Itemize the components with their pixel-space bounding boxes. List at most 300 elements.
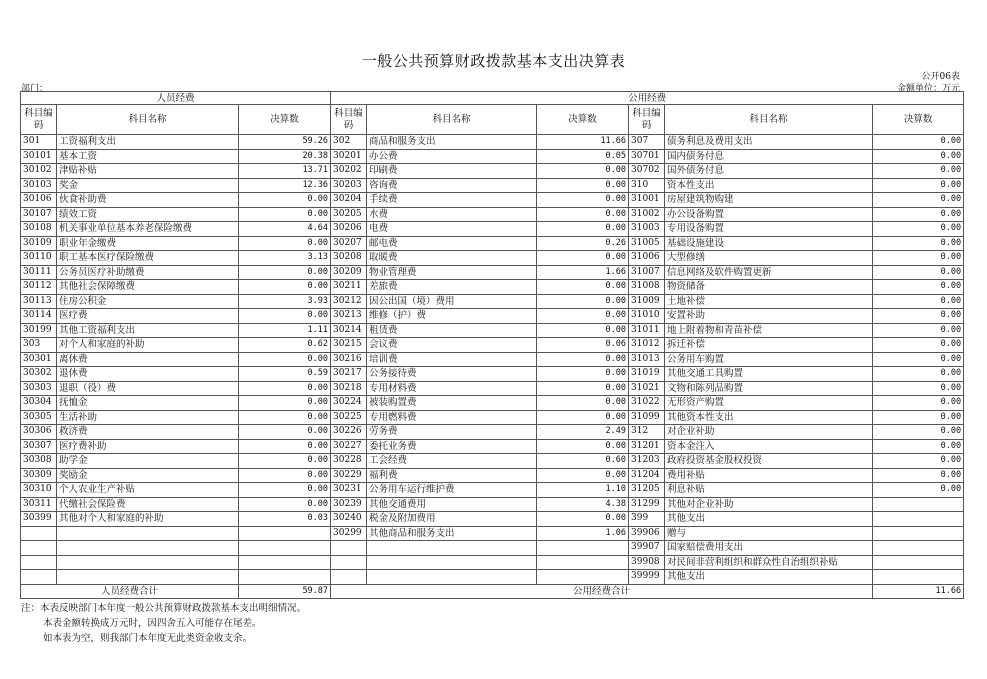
amount: [537, 555, 629, 570]
subject-name: 离休费: [57, 352, 239, 367]
amount: 0.05: [537, 149, 629, 164]
amount: 0.00: [239, 396, 331, 411]
subject-code: 30306: [21, 425, 57, 440]
amount: 0.00: [873, 367, 964, 382]
header-amount: 决算数: [537, 105, 629, 135]
amount: 2.49: [537, 425, 629, 440]
subject-name: [367, 555, 537, 570]
subject-code: 302: [331, 135, 367, 150]
subject-code: 31010: [629, 309, 665, 324]
amount: 0.00: [239, 425, 331, 440]
subject-code: 31012: [629, 338, 665, 353]
amount: [537, 541, 629, 556]
table-row: [21, 439, 964, 454]
amount: [537, 570, 629, 585]
subject-name: 专用设备购置: [665, 222, 873, 237]
subject-code: 30231: [331, 483, 367, 498]
subject-code: 31201: [629, 439, 665, 454]
subject-name: 印刷费: [367, 164, 537, 179]
amount: 0.00: [873, 236, 964, 251]
subject-code: 31203: [629, 454, 665, 469]
amount: 1.11: [239, 323, 331, 338]
subject-name: 福利费: [367, 468, 537, 483]
table-row: [21, 425, 964, 440]
amount: 0.00: [239, 439, 331, 454]
amount: 0.00: [873, 483, 964, 498]
subject-code: 307: [629, 135, 665, 150]
subject-code: 30108: [21, 222, 57, 237]
header-amount: 决算数: [239, 105, 331, 135]
amount: 1.06: [537, 526, 629, 541]
subject-name: 被装购置费: [367, 396, 537, 411]
subject-name: 退休费: [57, 367, 239, 382]
footnotes: [21, 601, 306, 646]
amount: 0.00: [239, 280, 331, 295]
amount: 0.00: [873, 222, 964, 237]
subject-code: 30216: [331, 352, 367, 367]
amount: 0.00: [239, 265, 331, 280]
subject-code: [331, 555, 367, 570]
subject-name: 委托业务费: [367, 439, 537, 454]
subject-name: 代缴社会保险费: [57, 497, 239, 512]
table-row: [21, 541, 964, 556]
amount: 0.00: [873, 425, 964, 440]
subject-code: 30111: [21, 265, 57, 280]
subject-code: 30106: [21, 193, 57, 208]
subject-name: 专用材料费: [367, 381, 537, 396]
subject-name: 工资福利支出: [57, 135, 239, 150]
subject-name: 伙食补助费: [57, 193, 239, 208]
subject-name: 国内债务付息: [665, 149, 873, 164]
table-row: [21, 236, 964, 251]
amount: 0.00: [873, 396, 964, 411]
amount: [873, 541, 964, 556]
amount: 0.00: [537, 251, 629, 266]
table-row: [21, 135, 964, 150]
amount: 0.00: [537, 323, 629, 338]
subject-code: 30103: [21, 178, 57, 193]
subject-code: 30218: [331, 381, 367, 396]
amount: 4.38: [537, 497, 629, 512]
amount: 0.00: [873, 352, 964, 367]
subject-name: 土地补偿: [665, 294, 873, 309]
amount: 0.00: [239, 454, 331, 469]
subject-name: 工会经费: [367, 454, 537, 469]
amount: 0.00: [537, 222, 629, 237]
subject-name: 公务用车购置: [665, 352, 873, 367]
subject-name: 因公出国（境）费用: [367, 294, 537, 309]
subject-code: 30203: [331, 178, 367, 193]
subject-name: 国家赔偿费用支出: [665, 541, 873, 556]
table-row: [21, 381, 964, 396]
subject-code: [331, 541, 367, 556]
amount: 0.62: [239, 338, 331, 353]
subject-name: 物资储备: [665, 280, 873, 295]
amount: 0.00: [537, 410, 629, 425]
subject-name: 住房公积金: [57, 294, 239, 309]
subject-code: 312: [629, 425, 665, 440]
amount: [873, 555, 964, 570]
personnel-total-label: 人员经费合计: [21, 584, 239, 599]
amount: 0.26: [537, 236, 629, 251]
amount: [873, 497, 964, 512]
subject-code: 30113: [21, 294, 57, 309]
amount: 0.00: [873, 410, 964, 425]
subject-name: 医疗费补助: [57, 439, 239, 454]
subject-code: 30227: [331, 439, 367, 454]
subject-name: 对民间非营利组织和群众性自治组织补贴: [665, 555, 873, 570]
subject-code: 31204: [629, 468, 665, 483]
subject-code: 31021: [629, 381, 665, 396]
amount: 0.00: [873, 381, 964, 396]
subject-code: 30207: [331, 236, 367, 251]
subject-name: 个人农业生产补贴: [57, 483, 239, 498]
header-amount: 决算数: [873, 105, 964, 135]
subject-code: 31005: [629, 236, 665, 251]
subject-code: 30213: [331, 309, 367, 324]
subject-code: 30204: [331, 193, 367, 208]
amount: 0.00: [873, 135, 964, 150]
amount: 0.00: [239, 410, 331, 425]
amount: [239, 541, 331, 556]
table-row: [21, 497, 964, 512]
subject-name: 专用燃料费: [367, 410, 537, 425]
subject-name: 电费: [367, 222, 537, 237]
subject-name: 安置补助: [665, 309, 873, 324]
subject-code: 30206: [331, 222, 367, 237]
header-code: 科目编码: [21, 105, 57, 135]
amount: 0.00: [537, 309, 629, 324]
subject-name: 医疗费: [57, 309, 239, 324]
subject-code: 30304: [21, 396, 57, 411]
amount: 0.00: [873, 193, 964, 208]
subject-name: 水费: [367, 207, 537, 222]
subject-code: 30310: [21, 483, 57, 498]
subject-name: [367, 541, 537, 556]
subject-code: 30199: [21, 323, 57, 338]
subject-code: 30110: [21, 251, 57, 266]
amount: 0.00: [873, 280, 964, 295]
subject-code: 30305: [21, 410, 57, 425]
amount: 0.00: [537, 178, 629, 193]
subject-name: 奖励金: [57, 468, 239, 483]
subject-code: 30307: [21, 439, 57, 454]
subject-name: 其他社会保障缴费: [57, 280, 239, 295]
subject-name: 公务用车运行维护费: [367, 483, 537, 498]
subject-code: 30109: [21, 236, 57, 251]
subject-name: 拆迁补偿: [665, 338, 873, 353]
subject-name: 对个人和家庭的补助: [57, 338, 239, 353]
subject-name: 债务利息及费用支出: [665, 135, 873, 150]
subject-code: 39999: [629, 570, 665, 585]
amount: 0.59: [239, 367, 331, 382]
subject-name: 其他交通工具购置: [665, 367, 873, 382]
subject-name: 其他对个人和家庭的补助: [57, 512, 239, 527]
subject-code: 31009: [629, 294, 665, 309]
amount: 0.00: [873, 338, 964, 353]
department-label: 部门：: [21, 84, 49, 94]
subject-name: 其他对企业补助: [665, 497, 873, 512]
subject-code: 30215: [331, 338, 367, 353]
subject-code: [21, 526, 57, 541]
amount: 0.00: [537, 439, 629, 454]
amount: 0.06: [537, 338, 629, 353]
subject-code: 30107: [21, 207, 57, 222]
subject-code: 30228: [331, 454, 367, 469]
subject-name: 基本工资: [57, 149, 239, 164]
group-personnel: 人员经费: [21, 92, 331, 105]
note-line: 注：本表反映部门本年度一般公共预算财政拨款基本支出明细情况。: [21, 603, 307, 614]
subject-name: 无形资产购置: [665, 396, 873, 411]
subject-name: 手续费: [367, 193, 537, 208]
subject-name: [367, 570, 537, 585]
amount: 0.00: [537, 280, 629, 295]
amount: 4.64: [239, 222, 331, 237]
subject-name: 费用补贴: [665, 468, 873, 483]
subject-code: [21, 541, 57, 556]
table-row: [21, 265, 964, 280]
amount: 0.00: [537, 207, 629, 222]
subject-name: 地上附着物和青苗补偿: [665, 323, 873, 338]
amount: 0.00: [873, 178, 964, 193]
table-row: [21, 526, 964, 541]
subject-code: 30701: [629, 149, 665, 164]
subject-name: 会议费: [367, 338, 537, 353]
subject-name: 其他工资福利支出: [57, 323, 239, 338]
table-row: [21, 555, 964, 570]
amount: [239, 555, 331, 570]
subject-name: 培训费: [367, 352, 537, 367]
subject-code: 31002: [629, 207, 665, 222]
subject-name: 其他支出: [665, 570, 873, 585]
table-row: [21, 309, 964, 324]
subject-name: 津贴补贴: [57, 164, 239, 179]
amount: [873, 570, 964, 585]
subject-name: 商品和服务支出: [367, 135, 537, 150]
subject-name: 咨询费: [367, 178, 537, 193]
amount: 0.00: [239, 468, 331, 483]
amount: 0.00: [873, 439, 964, 454]
amount: 0.00: [537, 381, 629, 396]
table-row: [21, 570, 964, 585]
amount: 0.00: [873, 164, 964, 179]
subject-code: 31003: [629, 222, 665, 237]
group-public: 公用经费: [331, 92, 964, 105]
header-code: 科目编码: [331, 105, 367, 135]
amount: 0.00: [239, 207, 331, 222]
subject-code: 30224: [331, 396, 367, 411]
amount: [873, 512, 964, 527]
subject-code: 30202: [331, 164, 367, 179]
subject-code: 303: [21, 338, 57, 353]
note-line: 本表金额转换成万元时，因四舍五入可能存在尾差。: [43, 618, 262, 629]
amount: 0.00: [537, 367, 629, 382]
subject-name: 生活补助: [57, 410, 239, 425]
amount: 0.00: [537, 294, 629, 309]
subject-code: 31013: [629, 352, 665, 367]
subject-code: 30208: [331, 251, 367, 266]
subject-code: [21, 555, 57, 570]
subject-code: 399: [629, 512, 665, 527]
subject-code: 30209: [331, 265, 367, 280]
expenditure-table: [20, 91, 964, 599]
header-name: 科目名称: [367, 105, 537, 135]
subject-name: 奖金: [57, 178, 239, 193]
amount: [239, 526, 331, 541]
amount: 0.00: [537, 352, 629, 367]
subject-name: 办公费: [367, 149, 537, 164]
amount: 0.00: [873, 294, 964, 309]
subject-name: 赠与: [665, 526, 873, 541]
amount: 0.00: [873, 323, 964, 338]
subject-code: 39908: [629, 555, 665, 570]
subject-name: [57, 555, 239, 570]
amount: 0.00: [239, 236, 331, 251]
subject-name: 物业管理费: [367, 265, 537, 280]
subject-name: 大型修缮: [665, 251, 873, 266]
subject-name: 绩效工资: [57, 207, 239, 222]
subject-name: 职业年金缴费: [57, 236, 239, 251]
subject-name: 政府投资基金股权投资: [665, 454, 873, 469]
amount: 0.00: [537, 468, 629, 483]
amount: 11.66: [537, 135, 629, 150]
table-row: [21, 338, 964, 353]
subject-name: 国外债务付息: [665, 164, 873, 179]
table-row: [21, 193, 964, 208]
subject-name: [57, 570, 239, 585]
subject-code: 30226: [331, 425, 367, 440]
amount: 0.00: [537, 193, 629, 208]
amount: 0.00: [873, 207, 964, 222]
subject-code: 30211: [331, 280, 367, 295]
table-row: [21, 207, 964, 222]
amount: 0.00: [537, 512, 629, 527]
subject-name: 助学金: [57, 454, 239, 469]
table-row: [21, 410, 964, 425]
subject-code: 39907: [629, 541, 665, 556]
header-code: 科目编码: [629, 105, 665, 135]
subject-name: [57, 541, 239, 556]
subject-code: 31299: [629, 497, 665, 512]
subject-name: 办公设备购置: [665, 207, 873, 222]
subject-name: 对企业补助: [665, 425, 873, 440]
subject-code: 30240: [331, 512, 367, 527]
amount: 0.00: [537, 396, 629, 411]
subject-code: 30301: [21, 352, 57, 367]
amount: 0.00: [873, 149, 964, 164]
subject-name: 房屋建筑物购建: [665, 193, 873, 208]
amount: 59.26: [239, 135, 331, 150]
amount: 0.00: [239, 483, 331, 498]
table-row: [21, 280, 964, 295]
subject-code: [21, 570, 57, 585]
subject-code: 30101: [21, 149, 57, 164]
amount: 0.00: [873, 468, 964, 483]
table-row: [21, 251, 964, 266]
subject-name: 其他商品和服务支出: [367, 526, 537, 541]
amount: 0.00: [239, 352, 331, 367]
subject-code: 30212: [331, 294, 367, 309]
subject-name: 其他资本性支出: [665, 410, 873, 425]
unit-label: 金额单位：万元: [896, 84, 960, 94]
note-line: 如本表为空，则我部门本年度无此类资金收支余。: [43, 633, 253, 644]
amount: 0.03: [239, 512, 331, 527]
amount: 0.00: [873, 251, 964, 266]
subject-code: 30217: [331, 367, 367, 382]
table-row: [21, 483, 964, 498]
amount: 20.38: [239, 149, 331, 164]
subject-code: 30302: [21, 367, 57, 382]
subject-code: 30229: [331, 468, 367, 483]
amount: 0.00: [873, 265, 964, 280]
amount: 0.00: [239, 193, 331, 208]
subject-code: 30239: [331, 497, 367, 512]
subject-code: 301: [21, 135, 57, 150]
subject-code: 31099: [629, 410, 665, 425]
subject-name: 职工基本医疗保险缴费: [57, 251, 239, 266]
subject-code: 30311: [21, 497, 57, 512]
table-row: [21, 367, 964, 382]
amount: [873, 526, 964, 541]
table-row: [21, 323, 964, 338]
table-row: [21, 164, 964, 179]
table-row: [21, 454, 964, 469]
table-row: [21, 294, 964, 309]
subject-name: [57, 526, 239, 541]
subject-code: 31011: [629, 323, 665, 338]
subject-code: 30303: [21, 381, 57, 396]
subject-name: 劳务费: [367, 425, 537, 440]
subject-name: 机关事业单位基本养老保险缴费: [57, 222, 239, 237]
subject-code: 30702: [629, 164, 665, 179]
subject-code: 31007: [629, 265, 665, 280]
amount: 0.00: [537, 164, 629, 179]
amount: 1.66: [537, 265, 629, 280]
amount: 13.71: [239, 164, 331, 179]
subject-code: 31008: [629, 280, 665, 295]
header-name: 科目名称: [57, 105, 239, 135]
subject-code: 30201: [331, 149, 367, 164]
subject-name: 公务员医疗补助缴费: [57, 265, 239, 280]
subject-code: 39906: [629, 526, 665, 541]
table-row: [21, 149, 964, 164]
subject-code: 31019: [629, 367, 665, 382]
subject-name: 资本性支出: [665, 178, 873, 193]
amount: [239, 570, 331, 585]
table-row: [21, 178, 964, 193]
amount: 3.93: [239, 294, 331, 309]
amount: 3.13: [239, 251, 331, 266]
subject-code: 30399: [21, 512, 57, 527]
table-code: 公开06表: [921, 72, 960, 82]
subject-code: 30214: [331, 323, 367, 338]
amount: 12.36: [239, 178, 331, 193]
table-row: [21, 222, 964, 237]
amount: 0.00: [239, 309, 331, 324]
subject-code: [331, 570, 367, 585]
subject-name: 维修（护）费: [367, 309, 537, 324]
amount: 0.00: [239, 497, 331, 512]
subject-name: 信息网络及软件购置更新: [665, 265, 873, 280]
subject-code: 31022: [629, 396, 665, 411]
subject-code: 30308: [21, 454, 57, 469]
subject-name: 基础设施建设: [665, 236, 873, 251]
subject-code: 31001: [629, 193, 665, 208]
subject-name: 税金及附加费用: [367, 512, 537, 527]
table-row: [21, 352, 964, 367]
table-row: [21, 468, 964, 483]
page-title: 一般公共预算财政拨款基本支出决算表: [361, 52, 626, 70]
